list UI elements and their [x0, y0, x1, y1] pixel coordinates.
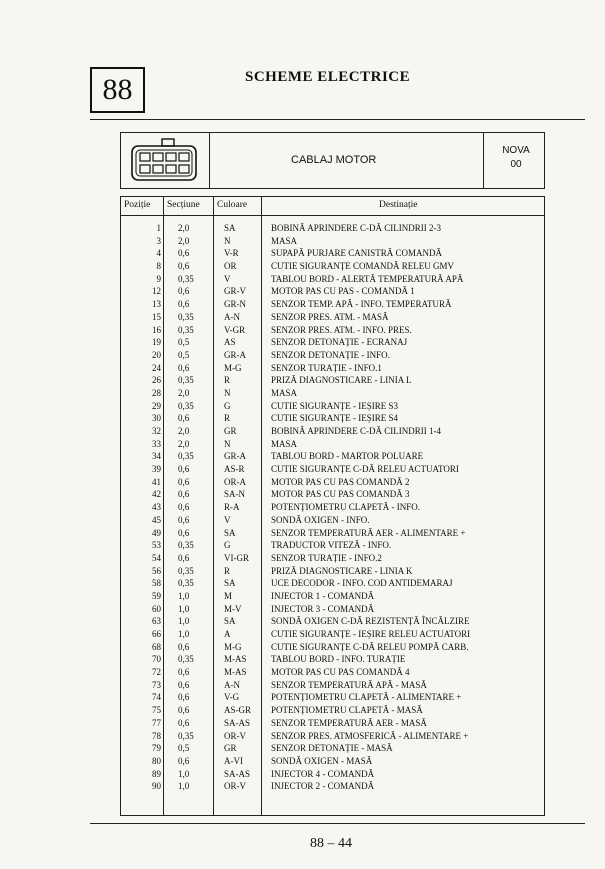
section-cell: 0,35: [178, 324, 194, 335]
destination-cell: SENZOR TURAȚIE - INFO.1: [271, 362, 382, 373]
section-cell: 0,35: [178, 375, 194, 386]
position-cell: 29: [152, 400, 161, 411]
table-row: [121, 311, 544, 324]
table-row: [121, 514, 544, 527]
status-line-1: NOVA: [502, 145, 530, 156]
destination-cell: SENZOR TEMPERATURĂ AER - MASĂ: [271, 717, 427, 728]
section-cell: 0,5: [178, 349, 190, 360]
section-cell: 2,0: [178, 235, 190, 246]
destination-cell: TRADUCTOR VITEZĂ - INFO.: [271, 540, 392, 551]
position-cell: 12: [152, 286, 161, 297]
destination-cell: CUTIE SIGURANȚE C-DĂ RELEU POMPĂ CARB.: [271, 641, 469, 652]
color-cell: SA-AS: [224, 717, 251, 728]
position-cell: 42: [152, 489, 161, 500]
position-cell: 16: [152, 324, 161, 335]
destination-cell: SENZOR DETONAȚIE - INFO.: [271, 349, 390, 360]
section-cell: 2,0: [178, 223, 190, 233]
destination-cell: CUTIE SIGURANȚE - IEȘIRE S4: [271, 413, 398, 424]
destination-cell: SUPAPĂ PURJARE CANISTRĂ COMANDĂ: [271, 248, 442, 259]
destination-cell: BOBINĂ APRINDERE C-DĂ CILINDRII 1-4: [271, 426, 441, 436]
position-cell: 20: [152, 349, 161, 360]
color-cell: A-VI: [224, 755, 243, 766]
destination-cell: PRIZĂ DIAGNOSTICARE - LINIA K: [271, 565, 413, 576]
section-cell: 0,6: [178, 248, 190, 259]
table-row: [121, 641, 544, 654]
connector-icon: [129, 138, 199, 184]
section-cell: 0,6: [178, 261, 190, 272]
color-cell: AS-GR: [224, 705, 252, 716]
table-row: [121, 539, 544, 552]
header-section: Secțiune: [167, 200, 200, 210]
table-row: [121, 298, 544, 311]
color-cell: V: [224, 514, 231, 525]
destination-cell: SENZOR TEMPERATURĂ AER - ALIMENTARE +: [271, 527, 466, 538]
position-cell: 58: [152, 578, 161, 589]
destination-cell: MOTOR PAS CU PAS COMANDĂ 3: [271, 489, 410, 500]
color-cell: N: [224, 235, 231, 246]
table-row: [121, 400, 544, 413]
table-row: [121, 691, 544, 704]
table-row: [121, 476, 544, 489]
color-cell: AS-R: [224, 464, 245, 475]
section-cell: 0,6: [178, 362, 190, 373]
table-row: [121, 425, 544, 438]
position-cell: 26: [152, 375, 161, 386]
position-cell: 77: [152, 717, 161, 728]
section-cell: 0,6: [178, 705, 190, 716]
table-row: [121, 704, 544, 717]
destination-cell: MOTOR PAS CU PAS COMANDĂ 2: [271, 476, 410, 487]
section-cell: 0,35: [178, 565, 194, 576]
destination-cell: SONDĂ OXIGEN - INFO.: [271, 514, 370, 525]
position-cell: 1: [156, 223, 161, 233]
section-cell: 2,0: [178, 438, 190, 449]
destination-cell: CUTIE SIGURANȚE C-DĂ RELEU ACTUATORI: [271, 464, 459, 475]
position-cell: 33: [152, 438, 161, 449]
color-cell: G: [224, 540, 231, 551]
color-cell: A: [224, 629, 231, 639]
position-cell: 4: [156, 248, 161, 259]
table-row: [121, 552, 544, 565]
section-cell: 0,35: [178, 400, 194, 411]
color-cell: N: [224, 438, 231, 449]
section-cell: 0,6: [178, 514, 190, 525]
table-row: [121, 463, 544, 476]
destination-cell: MOTOR PAS CU PAS - COMANDĂ 1: [271, 286, 415, 297]
section-cell: 2,0: [178, 426, 190, 436]
color-cell: M-G: [224, 641, 242, 652]
table-body: [121, 222, 544, 793]
header-destination: Destinație: [379, 200, 418, 210]
section-cell: 0,5: [178, 337, 190, 348]
header-color: Culoare: [217, 200, 248, 210]
destination-cell: POTENȚIOMETRU CLAPETĂ - INFO.: [271, 502, 420, 513]
table-row: [121, 768, 544, 781]
destination-cell: INJECTOR 4 - COMANDĂ: [271, 768, 375, 779]
section-cell: 0,35: [178, 311, 194, 322]
table-row: [121, 742, 544, 755]
position-cell: 34: [152, 451, 161, 462]
color-cell: A-N: [224, 311, 240, 322]
destination-cell: MASA: [271, 235, 298, 246]
color-cell: OR-A: [224, 476, 246, 487]
destination-cell: SENZOR PRES. ATMOSFERICĂ - ALIMENTARE +: [271, 730, 469, 741]
color-cell: GR: [224, 426, 237, 436]
section-cell: 0,6: [178, 692, 190, 703]
destination-cell: CUTIE SIGURANȚE - IEȘIRE RELEU ACTUATORI: [271, 629, 471, 639]
section-cell: 0,6: [178, 413, 190, 424]
position-cell: 70: [152, 654, 161, 665]
table-row: [121, 387, 544, 400]
section-cell: 0,6: [178, 679, 190, 690]
table-row: [121, 349, 544, 362]
color-cell: R: [224, 375, 231, 386]
section-cell: 0,6: [178, 641, 190, 652]
section-cell: 1,0: [178, 629, 190, 639]
color-cell: M-AS: [224, 667, 247, 678]
table-row: [121, 653, 544, 666]
destination-cell: POTENȚIOMETRU CLAPETĂ - ALIMENTARE +: [271, 692, 462, 703]
position-cell: 49: [152, 527, 161, 538]
destination-cell: CUTIE SIGURANȚE COMANDĂ RELEU GMV: [271, 261, 454, 272]
section-cell: 0,6: [178, 489, 190, 500]
bottom-divider: [90, 823, 585, 824]
color-cell: V-G: [224, 692, 240, 703]
chapter-number-box: [90, 67, 145, 113]
position-cell: 72: [152, 667, 161, 678]
position-cell: 89: [152, 768, 161, 779]
section-cell: 0,35: [178, 578, 194, 589]
position-cell: 30: [152, 413, 161, 424]
header-position: Poziție: [124, 200, 151, 210]
position-cell: 15: [152, 311, 161, 322]
destination-cell: POTENȚIOMETRU CLAPETĂ - MASĂ: [271, 705, 423, 716]
color-cell: V-R: [224, 248, 239, 259]
position-cell: 63: [152, 616, 161, 627]
section-cell: 1,0: [178, 590, 190, 601]
position-cell: 19: [152, 337, 161, 348]
position-cell: 90: [152, 781, 161, 792]
position-cell: 56: [152, 565, 161, 576]
destination-cell: TABLOU BORD - ALERTĂ TEMPERATURĂ APĂ: [271, 273, 464, 284]
position-cell: 79: [152, 743, 161, 754]
destination-cell: SENZOR PRES. ATM. - MASĂ: [271, 311, 389, 322]
position-cell: 28: [152, 387, 161, 398]
table-row: [121, 374, 544, 387]
section-cell: 0,35: [178, 451, 194, 462]
destination-cell: SENZOR TEMPERATURĂ APĂ - MASĂ: [271, 679, 427, 690]
color-cell: AS: [224, 337, 236, 348]
position-cell: 13: [152, 299, 161, 310]
position-cell: 73: [152, 679, 161, 690]
table-row: [121, 362, 544, 375]
position-cell: 68: [152, 641, 161, 652]
table-row: [121, 577, 544, 590]
section-cell: 0,6: [178, 502, 190, 513]
table-row: [121, 488, 544, 501]
position-cell: 3: [156, 235, 161, 246]
section-cell: 0,6: [178, 717, 190, 728]
table-row: [121, 603, 544, 616]
pinout-table: [120, 196, 545, 816]
table-row: [121, 412, 544, 425]
section-cell: 0,6: [178, 299, 190, 310]
destination-cell: PRIZĂ DIAGNOSTICARE - LINIA L: [271, 375, 412, 386]
position-cell: 80: [152, 755, 161, 766]
section-cell: 0,35: [178, 540, 194, 551]
table-row: [121, 260, 544, 273]
position-cell: 66: [152, 629, 161, 639]
color-cell: GR: [224, 743, 237, 754]
color-cell: M-AS: [224, 654, 247, 665]
component-name: CABLAJ MOTOR: [291, 154, 377, 166]
table-row: [121, 235, 544, 248]
table-row: [121, 666, 544, 679]
table-row: [121, 615, 544, 628]
position-cell: 43: [152, 502, 161, 513]
destination-cell: MASA: [271, 438, 298, 449]
section-cell: 2,0: [178, 387, 190, 398]
destination-cell: INJECTOR 1 - COMANDĂ: [271, 590, 375, 601]
table-row: [121, 565, 544, 578]
table-row: [121, 755, 544, 768]
section-cell: 0,5: [178, 743, 190, 754]
destination-cell: SONDĂ OXIGEN C-DĂ REZISTENȚĂ ÎNCĂLZIRE: [271, 616, 470, 627]
destination-cell: TABLOU BORD - MARTOR POLUARE: [271, 451, 424, 462]
color-cell: M: [224, 590, 233, 601]
position-cell: 54: [152, 552, 161, 563]
destination-cell: SENZOR PRES. ATM. - INFO. PRES.: [271, 324, 412, 335]
color-cell: R: [224, 565, 231, 576]
color-cell: G: [224, 400, 231, 411]
section-cell: 1,0: [178, 781, 190, 792]
color-cell: R: [224, 413, 231, 424]
color-cell: M-V: [224, 603, 242, 614]
top-divider: [90, 119, 585, 120]
table-row: [121, 527, 544, 540]
color-cell: SA: [224, 223, 236, 233]
destination-cell: INJECTOR 3 - COMANDĂ: [271, 603, 375, 614]
position-cell: 59: [152, 590, 161, 601]
status-box: [491, 144, 541, 172]
position-cell: 75: [152, 705, 161, 716]
position-cell: 9: [156, 273, 161, 284]
section-cell: 0,6: [178, 286, 190, 297]
table-row: [121, 222, 544, 235]
destination-cell: SENZOR DETONAȚIE - ECRANAJ: [271, 337, 408, 348]
color-cell: VI-GR: [224, 552, 249, 563]
table-row: [121, 730, 544, 743]
table-row: [121, 247, 544, 260]
position-cell: 45: [152, 514, 161, 525]
page-footer: 88 – 44: [310, 836, 352, 851]
color-cell: GR-V: [224, 286, 246, 297]
position-cell: 60: [152, 603, 161, 614]
destination-cell: SENZOR DETONAȚIE - MASĂ: [271, 743, 393, 754]
section-cell: 1,0: [178, 603, 190, 614]
table-row: [121, 336, 544, 349]
destination-cell: UCE DECODOR - INFO. COD ANTIDEMARAJ: [271, 578, 453, 589]
color-cell: V-GR: [224, 324, 246, 335]
color-cell: V: [224, 273, 231, 284]
color-cell: SA: [224, 578, 236, 589]
table-row: [121, 780, 544, 793]
color-cell: OR-V: [224, 781, 246, 792]
table-row: [121, 590, 544, 603]
table-row: [121, 273, 544, 286]
color-cell: SA-N: [224, 489, 246, 500]
section-cell: 0,35: [178, 654, 194, 665]
color-cell: GR-N: [224, 299, 246, 310]
position-cell: 24: [152, 362, 161, 373]
color-cell: GR-A: [224, 349, 246, 360]
table-row: [121, 438, 544, 451]
color-cell: A-N: [224, 679, 240, 690]
section-cell: 0,6: [178, 552, 190, 563]
chapter-number: 88: [102, 73, 133, 106]
section-cell: 0,6: [178, 476, 190, 487]
destination-cell: INJECTOR 2 - COMANDĂ: [271, 781, 375, 792]
color-cell: M-G: [224, 362, 242, 373]
table-row: [121, 679, 544, 692]
color-cell: SA: [224, 527, 236, 538]
component-header: [120, 132, 545, 189]
color-cell: R-A: [224, 502, 240, 513]
destination-cell: CUTIE SIGURANȚE - IEȘIRE S3: [271, 400, 398, 411]
section-cell: 0,35: [178, 730, 194, 741]
destination-cell: SONDĂ OXIGEN - MASĂ: [271, 755, 373, 766]
table-row: [121, 628, 544, 641]
color-cell: GR-A: [224, 451, 246, 462]
color-cell: SA: [224, 616, 236, 627]
color-cell: N: [224, 387, 231, 398]
table-row: [121, 717, 544, 730]
position-cell: 74: [152, 692, 161, 703]
position-cell: 41: [152, 476, 161, 487]
destination-cell: TABLOU BORD - INFO. TURAȚIE: [271, 654, 406, 665]
position-cell: 32: [152, 426, 161, 436]
section-cell: 0,6: [178, 667, 190, 678]
table-header: [121, 197, 544, 216]
destination-cell: SENZOR TURAȚIE - INFO.2: [271, 552, 382, 563]
page-title: SCHEME ELECTRICE: [245, 69, 411, 85]
destination-cell: MOTOR PAS CU PAS COMANDĂ 4: [271, 667, 410, 678]
status-line-2: 00: [510, 159, 522, 170]
color-cell: OR: [224, 261, 237, 272]
section-cell: 0,6: [178, 464, 190, 475]
section-cell: 1,0: [178, 768, 190, 779]
section-cell: 0,35: [178, 273, 194, 284]
color-cell: SA-AS: [224, 768, 251, 779]
color-cell: OR-V: [224, 730, 246, 741]
destination-cell: SENZOR TEMP. APĂ - INFO. TEMPERATURĂ: [271, 299, 452, 310]
section-cell: 0,6: [178, 527, 190, 538]
table-row: [121, 501, 544, 514]
header-divider: [209, 133, 210, 188]
position-cell: 78: [152, 730, 161, 741]
position-cell: 8: [156, 261, 161, 272]
position-cell: 39: [152, 464, 161, 475]
table-row: [121, 450, 544, 463]
section-cell: 0,6: [178, 755, 190, 766]
header-divider: [483, 133, 484, 188]
destination-cell: BOBINĂ APRINDERE C-DĂ CILINDRII 2-3: [271, 223, 441, 233]
section-cell: 1,0: [178, 616, 190, 627]
table-row: [121, 285, 544, 298]
destination-cell: MASA: [271, 387, 298, 398]
position-cell: 53: [152, 540, 161, 551]
table-row: [121, 324, 544, 337]
